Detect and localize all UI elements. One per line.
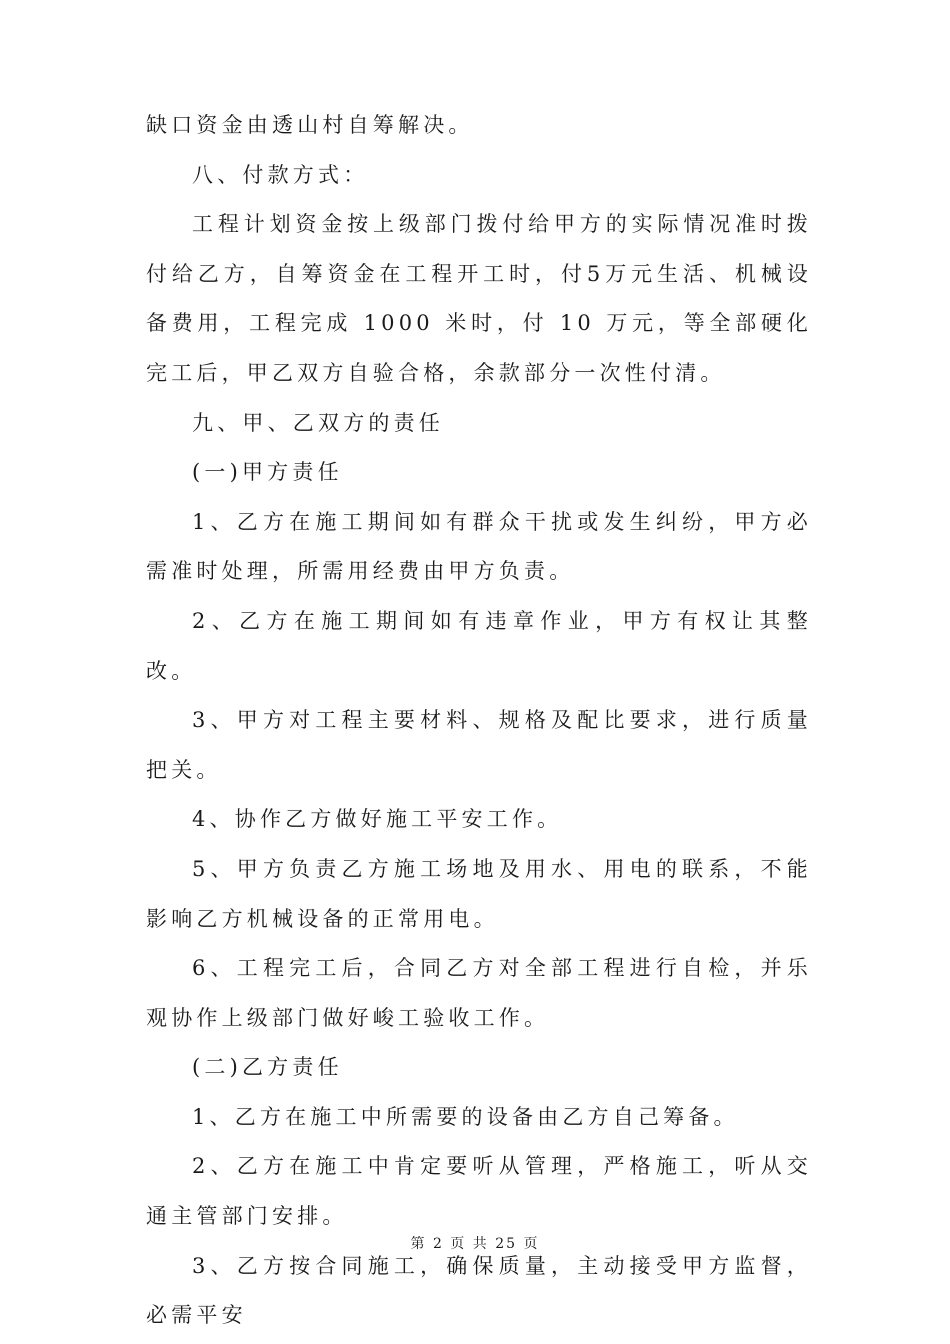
paragraph-funding-gap: 缺口资金由透山村自筹解决。 (146, 113, 474, 137)
party-a-item-4: 4、协作乙方做好施工平安工作。 (192, 807, 563, 832)
heading-party-b-responsibility: (二)乙方责任 (192, 1055, 343, 1080)
document-body (146, 101, 812, 1341)
party-a-item-2: 2、乙方在施工期间如有违章作业，甲方有权让其整改。 (146, 608, 812, 683)
party-b-item-1: 1、乙方在施工中所需要的设备由乙方自己筹备。 (192, 1104, 739, 1129)
page-footer: 第 2 页 共 25 页 (410, 1236, 540, 1252)
paragraph-payment-terms: 工程计划资金按上级部门拨付给甲方的实际情况准时拨付给乙方，自筹资金在工程开工时，付5万元生活、机械设备费用，工程完成 1000 米时，付 10 万元，等全部硬化完工后，甲乙双方自验合格，余款部分一次性付清。 (146, 212, 812, 385)
heading-responsibilities: 九、甲、乙双方的责任 (192, 410, 444, 435)
party-a-item-3: 3、甲方对工程主要材料、规格及配比要求，进行质量把关。 (146, 708, 812, 782)
party-a-item-5: 5、甲方负责乙方施工场地及用水、用电的联系，不能影响乙方机械设备的正常用电。 (146, 856, 812, 931)
party-b-item-2: 2、乙方在施工中肯定要听从管理，严格施工，听从交通主管部门安排。 (146, 1154, 812, 1229)
party-a-item-6: 6、工程完工后，合同乙方对全部工程进行自检，并乐观协作上级部门做好峻工验收工作。 (146, 956, 812, 1030)
heading-party-a-responsibility: (一)甲方责任 (192, 460, 343, 485)
party-b-item-3: 3、乙方按合同施工，确保质量，主动接受甲方监督，必需平安 (146, 1253, 812, 1328)
party-a-item-1: 1、乙方在施工期间如有群众干扰或发生纠纷，甲方必需准时处理，所需用经费由甲方负责。 (146, 509, 812, 584)
heading-payment-method: 八、付款方式： (192, 162, 369, 187)
